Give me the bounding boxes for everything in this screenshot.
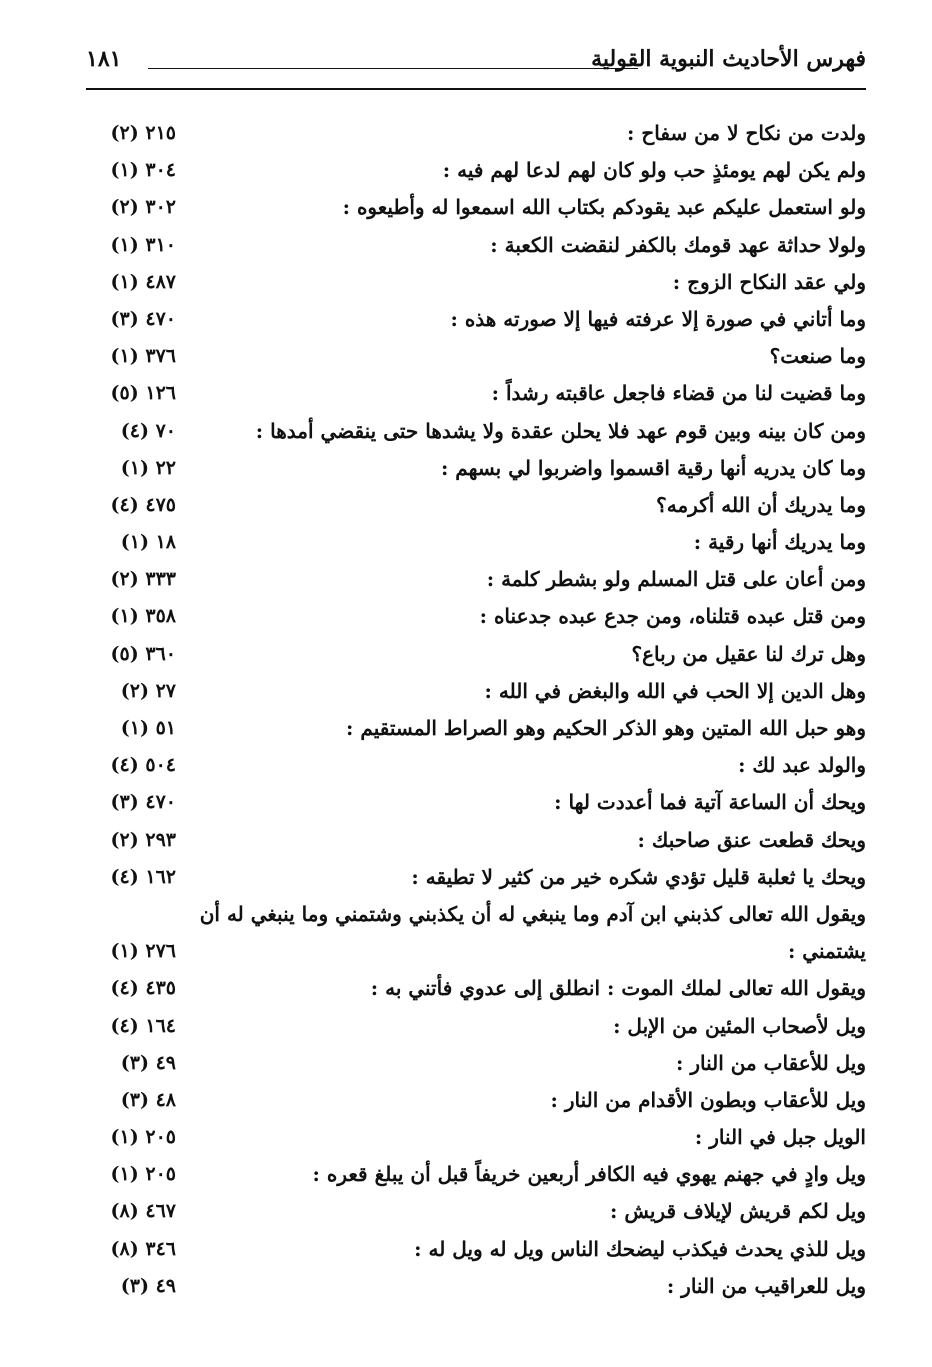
index-entry (86, 561, 866, 598)
hadith-text: وما يدريك أنها رقية : (693, 530, 866, 555)
page-reference: ٣٣٣ (٢) (110, 568, 176, 591)
page-reference: ٤٩ (٣) (120, 1051, 176, 1074)
hadith-text: ولو استعمل عليكم عبد يقودكم بكتاب الله اسمعوا له وأطيعوه : (342, 195, 866, 220)
hadith-text: ويحك أن الساعة آتية فما أعددت لها : (554, 790, 866, 815)
hadith-text: ولم يكن لهم يومئذٍ حب ولو كان لهم لدعا لهم فيه : (442, 158, 866, 183)
index-entry (86, 1082, 866, 1119)
hadith-text: ويقول الله تعالى لملك الموت : انطلق إلى عدوي فأتني به : (370, 976, 866, 1001)
hadith-text: وما كان يدريه أنها رقية اقسموا واضربوا لي بسهم : (440, 455, 866, 480)
hadith-text: ويل للعراقيب من النار : (666, 1273, 866, 1298)
hadith-text: ويل لكم قريش لإيلاف قريش : (610, 1199, 866, 1224)
page-reference: ٥١ (١) (120, 717, 176, 739)
index-entry (86, 896, 866, 970)
index-entry (86, 375, 866, 412)
index-entry (86, 1156, 866, 1193)
hadith-text: ومن أعان على قتل المسلم ولو بشطر كلمة : (486, 567, 866, 592)
page-reference: ٢٧٦ (١) (110, 940, 176, 963)
page-reference: ٢٠٥ (١) (110, 1163, 176, 1186)
page-reference: ٤٩ (٣) (120, 1274, 176, 1297)
index-entry (86, 636, 866, 673)
hadith-text: ويل لأصحاب المئين من الإبل : (613, 1013, 866, 1038)
index-entry (86, 450, 866, 487)
page-reference: ٢١٥ (٢) (110, 122, 176, 144)
header-rule (86, 88, 866, 90)
page-reference: ٤٦٧ (٨) (110, 1200, 176, 1223)
page-reference: ٣٦٠ (٥) (110, 642, 176, 665)
index-entry (86, 598, 866, 635)
page-reference: ١٦٤ (٤) (110, 1014, 176, 1037)
hadith-text: ولي عقد النكاح الزوج : (672, 269, 866, 294)
hadith-text: ويحك يا ثعلبة قليل تؤدي شكره خير من كثير لا تطيقه : (411, 864, 866, 889)
page-reference: ٤٧٠ (٣) (110, 791, 176, 814)
hadith-text: وهو حبل الله المتين وهو الذكر الحكيم وهو الصراط المستقيم : (346, 716, 866, 740)
hadith-text: ولدت من نكاح لا من سفاح : (626, 121, 866, 145)
hadith-text: ويل للذي يحدث فيكذب ليضحك الناس ويل له ويل له : (414, 1236, 866, 1261)
index-entry (86, 487, 866, 524)
page-reference: ٥٠٤ (٤) (110, 754, 176, 777)
page-reference: ٧٠ (٤) (120, 419, 176, 442)
index-entry (86, 1231, 866, 1268)
index-entry (86, 747, 866, 784)
hadith-text: ويل للأعقاب من النار : (676, 1050, 866, 1075)
hadith-text: والولد عبد لك : (738, 753, 866, 778)
index-entry (86, 189, 866, 226)
index-entry (86, 115, 866, 152)
page-reference: ٣١٠ (١) (110, 233, 176, 256)
header-title: فهرس الأحاديث النبوية القولية (591, 46, 866, 72)
index-entry (86, 970, 866, 1007)
index-entry (86, 264, 866, 301)
index-entry (86, 301, 866, 338)
index-entry (86, 413, 866, 450)
hadith-text: ومن كان بينه وبين قوم عهد فلا يحلن عقدة ولا يشدها حتى ينقضي أمدها : (255, 418, 866, 443)
hadith-text: ويحك قطعت عنق صاحبك : (637, 827, 866, 852)
hadith-text: ويل وادٍ في جهنم يهوي فيه الكافر أربعين خريفاً قبل أن يبلغ قعره : (312, 1162, 866, 1187)
page-reference: ١٦٢ (٤) (110, 865, 176, 888)
index-entry (86, 1193, 866, 1230)
index-entry (86, 822, 866, 859)
hadith-text: الويل جبل في النار : (694, 1125, 866, 1150)
index-entry (86, 784, 866, 821)
hadith-text: وما قضيت لنا من قضاء فاجعل عاقبته رشداً : (491, 381, 866, 406)
hadith-text: ومن قتل عبده قتلناه، ومن جدع عبده جدعناه : (479, 604, 866, 629)
page-number: ١٨١ (86, 46, 122, 72)
hadith-text: ولولا حداثة عهد قومك بالكفر لنقضت الكعبة : (490, 232, 866, 257)
page-reference: ٣٠٤ (١) (110, 159, 176, 182)
hadith-text: وما أتاني في صورة إلا عرفته فيها إلا صورته هذه : (450, 306, 866, 331)
index-entry (86, 227, 866, 264)
page-reference: ٢٩٣ (٢) (110, 828, 176, 851)
index-entry (86, 673, 866, 710)
index-entry (86, 710, 866, 747)
page-reference: ٢٠٥ (١) (110, 1126, 176, 1149)
index-list (86, 115, 866, 1305)
index-entry (86, 524, 866, 561)
hadith-text: وهل ترك لنا عقيل من رباع؟ (631, 641, 866, 666)
page-reference: ٣٧٦ (١) (110, 345, 176, 368)
page-reference: ٣٤٦ (٨) (110, 1237, 176, 1260)
index-entry (86, 1008, 866, 1045)
page-reference: ٤٧٠ (٣) (110, 307, 176, 330)
page-reference: ١٢٦ (٥) (110, 382, 176, 405)
page-header (86, 46, 866, 90)
index-entry (86, 1268, 866, 1305)
index-entry (86, 1045, 866, 1082)
index-entry (86, 338, 866, 375)
index-entry (86, 859, 866, 896)
hadith-text: وما صنعت؟ (769, 344, 866, 369)
page-reference: ٤٣٥ (٤) (110, 977, 176, 1000)
hadith-text: ويل للأعقاب وبطون الأقدام من النار : (550, 1087, 866, 1112)
index-entry (86, 152, 866, 189)
hadith-text: وما يدريك أن الله أكرمه؟ (656, 492, 866, 517)
header-line (148, 68, 638, 69)
index-entry (86, 1119, 866, 1156)
hadith-text: وهل الدين إلا الحب في الله والبغض في الله : (484, 678, 866, 703)
page-reference: ١٨ (١) (120, 531, 176, 554)
page-reference: ٣٥٨ (١) (110, 605, 176, 628)
hadith-text: ويقول الله تعالى كذبني ابن آدم وما ينبغي له أن يكذبني وشتمني وما ينبغي له أن يشتمني : (199, 901, 866, 964)
page-reference: ٢٢ (١) (120, 456, 176, 479)
page-reference: ٤٧٥ (٤) (110, 493, 176, 516)
page-reference: ٢٧ (٢) (120, 679, 176, 702)
page-reference: ٤٨ (٣) (120, 1088, 176, 1111)
page-reference: ٤٨٧ (١) (110, 270, 176, 293)
page-reference: ٣٠٢ (٢) (110, 196, 176, 219)
